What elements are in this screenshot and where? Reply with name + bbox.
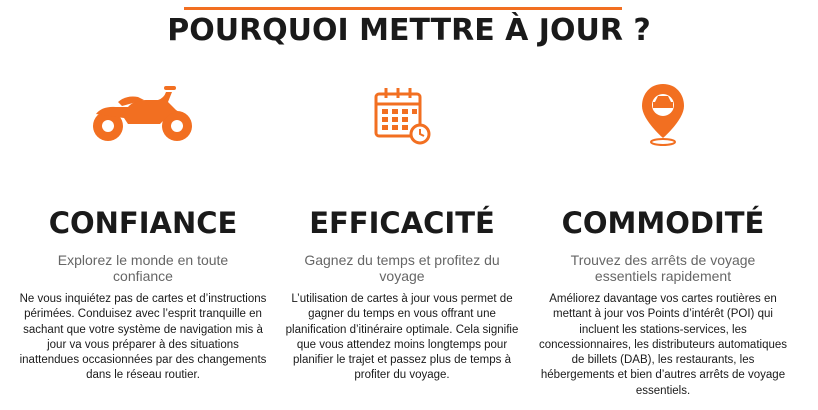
feature-confiance bbox=[8, 80, 278, 410]
page-title: POURQUOI METTRE À JOUR ? bbox=[167, 13, 651, 48]
feature-efficacite bbox=[267, 80, 537, 410]
feature-description: Améliorez davantage vos cartes routières en mettant à jour vos Points d’intérêt (POI) qui incluent les stations-services, les concessionnaires, les distributeurs automatiques de billets (DAB), les restaurants, les hébergements et bien d’autres arrêts de voyage essentiels. bbox=[538, 293, 788, 397]
feature-heading: EFFICACITÉ bbox=[309, 206, 495, 240]
location-pin-icon bbox=[528, 80, 798, 150]
title-accent-rule bbox=[184, 7, 622, 10]
feature-heading: COMMODITÉ bbox=[561, 206, 765, 240]
calendar-clock-icon bbox=[267, 80, 537, 150]
feature-commodite bbox=[528, 80, 798, 410]
feature-subtitle: Trouvez des arrêts de voyage essentiels rapidement bbox=[570, 252, 756, 284]
feature-subtitle: Explorez le monde en toute confiance bbox=[57, 252, 229, 284]
feature-heading: CONFIANCE bbox=[48, 206, 238, 240]
motorcycle-icon bbox=[8, 80, 278, 150]
feature-description: L’utilisation de cartes à jour vous permet de gagner du temps en vous offrant une planification d’itinéraire optimale. Cela signifie que vous attendez moins longtemps pour planifier le trajet et passez plus de temps à profiter du voyage. bbox=[285, 293, 519, 382]
feature-subtitle: Gagnez du temps et profitez du voyage bbox=[304, 252, 500, 284]
feature-description: Ne vous inquiétez pas de cartes et d’instructions périmées. Conduisez avec l’esprit tranquille en sachant que votre système de navigation mis à jour va vous préparer à des situations inattendues occasionnées par des changements dans le réseau routier. bbox=[19, 293, 267, 382]
